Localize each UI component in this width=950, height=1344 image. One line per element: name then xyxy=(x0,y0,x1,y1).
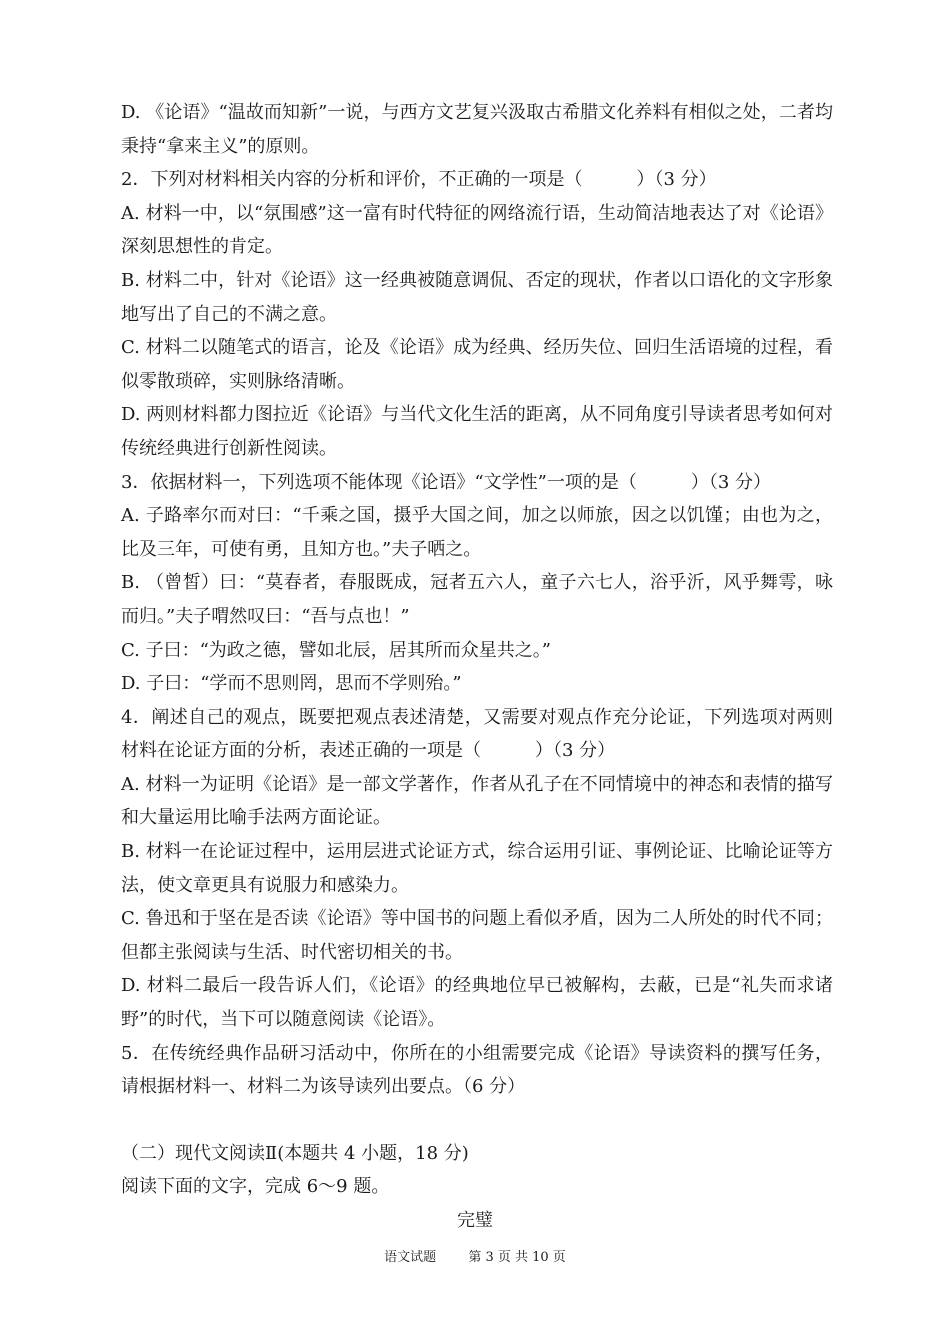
reading-instruction: 阅读下面的文字，完成 6～9 题。 xyxy=(121,1176,390,1198)
option-d-q1: D. 《论语》“温故而知新”一说，与西方文艺复兴汲取古希腊文化养料有相似之处，二者均秉持“拿来主义”的原则。 xyxy=(121,102,833,157)
question-2: 2．下列对材料相关内容的分析和评价，不正确的一项是（ ）（3 分） xyxy=(121,169,717,191)
option-c-q3: C. 子曰：“为政之德，譬如北辰，居其所而众星共之。” xyxy=(121,639,551,661)
option-d-q4: D. 材料二最后一段告诉人们，《论语》的经典地位早已被解构，去蔽，已是“礼失而求诸野”的时代，当下可以随意阅读《论语》。 xyxy=(121,975,833,1031)
question-5: 5．在传统经典作品研习活动中，你所在的小组需要完成《论语》导读资料的撰写任务，请根据材料一、材料二为该导读列出要点。（6 分） xyxy=(121,1042,833,1098)
section-gap xyxy=(121,1104,833,1137)
option-c-q4: C. 鲁迅和于坚在是否读《论语》等中国书的问题上看似矛盾，因为二人所处的时代不同；但都主张阅读与生活、时代密切相关的书。 xyxy=(121,908,833,963)
footer-subject: 语文试题 xyxy=(384,1250,437,1265)
option-b-q4: B. 材料一在论证过程中，运用层进式论证方式，综合运用引证、事例论证、比喻论证等方法，使文章更具有说服力和感染力。 xyxy=(121,841,833,896)
question-4: 4．阐述自己的观点，既要把观点表述清楚，又需要对观点作充分论证，下列选项对两则材料在论证方面的分析，表述正确的一项是（ ）（3 分） xyxy=(121,706,833,762)
question-3: 3．依据材料一，下列选项不能体现《论语》“文学性”一项的是（ ）（3 分） xyxy=(121,471,772,493)
option-b-q3: B. （曾皙）曰：“莫春者，春服既成，冠者五六人，童子六七人，浴乎沂，风乎舞雩，咏而归。”夫子喟然叹曰：“吾与点也！” xyxy=(121,572,833,627)
section-heading: （二）现代文阅读Ⅱ(本题共 4 小题，18 分) xyxy=(121,1142,469,1164)
option-d-q3: D. 子曰：“学而不思则罔，思而不学则殆。” xyxy=(121,673,462,695)
option-a-q2: A. 材料一中，以“氛围感”这一富有时代特征的网络流行语，生动简洁地表达了对《论语》深刻思想性的肯定。 xyxy=(121,202,833,258)
footer-page-info: 第 3 页 共 10 页 xyxy=(468,1250,566,1265)
page-footer xyxy=(0,1246,950,1265)
option-c-q2: C. 材料二以随笔式的语言，论及《论语》成为经典、经历失位、回归生活语境的过程，看似零散琐碎，实则脉络清晰。 xyxy=(121,337,833,392)
page-content xyxy=(121,96,833,1204)
article-title: 完璧 xyxy=(457,1210,493,1231)
option-b-q2: B. 材料二中，针对《论语》这一经典被随意调侃、否定的现状，作者以口语化的文字形象地写出了自己的不满之意。 xyxy=(121,269,833,325)
option-a-q4: A. 材料一为证明《论语》是一部文学著作，作者从孔子在不同情境中的神态和表情的描写和大量运用比喻手法两方面论证。 xyxy=(121,773,833,829)
option-a-q3: A. 子路率尔而对曰：“千乘之国，摄乎大国之间，加之以师旅，因之以饥馑；由也为之，比及三年，可使有勇，且知方也。”夫子哂之。 xyxy=(121,505,833,560)
option-d-q2: D. 两则材料都力图拉近《论语》与当代文化生活的距离，从不同角度引导读者思考如何对传统经典进行创新性阅读。 xyxy=(121,404,833,459)
